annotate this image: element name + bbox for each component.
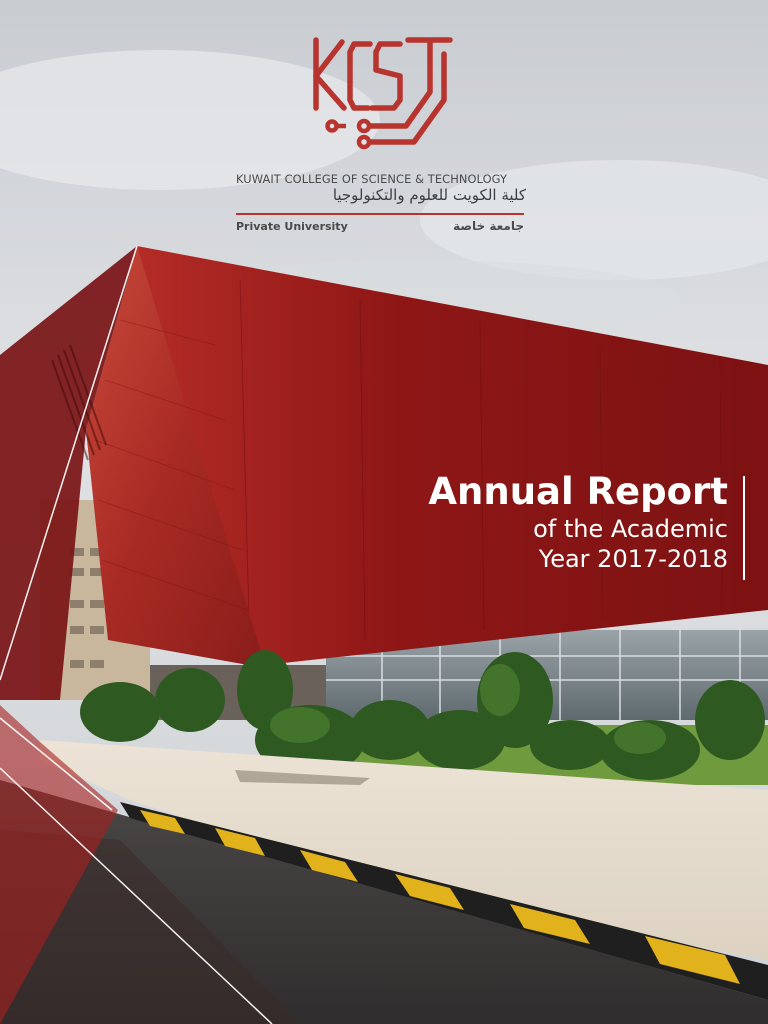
title-accent-bar: [743, 476, 745, 580]
report-subtitle-line2: Year 2017-2018: [538, 545, 728, 573]
report-subtitle-line1: of the Academic: [533, 515, 728, 543]
logo-divider: [236, 213, 524, 215]
college-name-english: KUWAIT COLLEGE OF SCIENCE & TECHNOLOGY: [236, 172, 508, 186]
kcst-logo-mark: [308, 30, 456, 162]
university-type-arabic: جامعة خاصة: [453, 219, 524, 233]
report-title: Annual Report: [428, 470, 728, 513]
college-name-arabic: كلية الكويت للعلوم والتكنولوجيا: [332, 186, 526, 204]
report-title-block: [428, 470, 728, 574]
university-type-english: Private University: [236, 220, 348, 233]
